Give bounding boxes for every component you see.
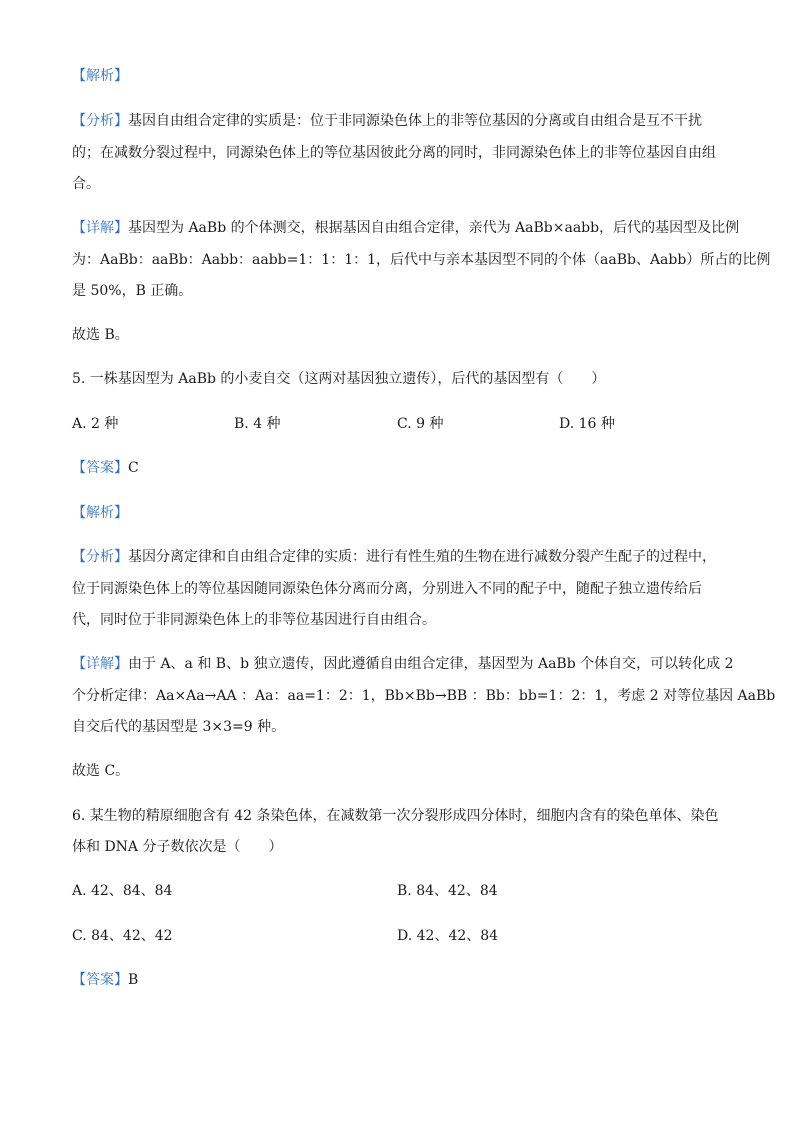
q5-xiangjie-line1 (72, 654, 733, 674)
q4-fenxi-line2: 的；在减数分裂过程中，同源染色体上的等位基因彼此分离的同时，非同源染色体上的非等位基因自由组 (72, 145, 716, 161)
q4-conclusion: 故选 B。 (72, 327, 129, 343)
body-text: 基因分离定律和自由组合定律的实质：进行有性生殖的生物在进行减数分裂产生配子的过程中， (128, 549, 716, 565)
q5-xiangjie-line3: 自交后代的基因型是 3×3=9 种。 (72, 719, 286, 735)
answer-value: C (128, 460, 139, 476)
q5-option-d: D. 16 种 (559, 416, 615, 432)
section-tag: 【详解】 (72, 220, 128, 236)
q5-answer (72, 458, 139, 478)
section-tag: 【答案】 (72, 972, 128, 988)
q6-answer (72, 970, 138, 990)
q5-option-b: B. 4 种 (234, 416, 281, 432)
q5-stem: 5. 一株基因型为 AaBb 的小麦自交（这两对基因独立遗传），后代的基因型有（ ） (72, 371, 606, 387)
q6-stem-line2: 体和 DNA 分子数依次是（ ） (72, 839, 283, 855)
q4-fenxi-line3: 合。 (72, 176, 100, 192)
body-text: 由于 A、a 和 B、b 独立遗传，因此遵循自由组合定律，基因型为 AaBb 个体自交，可以转化成 2 (128, 656, 734, 672)
q6-option-a: A. 42、84、84 (72, 883, 173, 899)
section-tag: 【解析】 (72, 68, 128, 84)
section-tag: 【解析】 (72, 505, 128, 521)
q6-option-d: D. 42、42、84 (397, 928, 499, 944)
q4-fenxi-line1 (72, 111, 702, 131)
section-tag: 【答案】 (72, 460, 128, 476)
q4-xiangjie-line1 (72, 218, 739, 238)
q5-fenxi-line1 (72, 547, 716, 567)
q6-option-b: B. 84、42、84 (397, 883, 498, 899)
body-text: 基因型为 AaBb 的个体测交，根据基因自由组合定律，亲代为 AaBb×aabb，后代的基因型及比例 (128, 220, 740, 236)
q5-xiangjie-line2: 个分析定律：Aa×Aa→AA ：Aa：aa=1：2：1，Bb×Bb→BB ：Bb：bb=1：2：1，考虑 2 对等位基因 AaBb (72, 688, 776, 704)
q4-xiangjie-line3: 是 50%，B 正确。 (72, 283, 193, 299)
q5-option-c: C. 9 种 (397, 416, 444, 432)
answer-value: B (128, 972, 139, 988)
q6-option-c: C. 84、42、42 (72, 928, 173, 944)
q5-fenxi-line2: 位于同源染色体上的等位基因随同源染色体分离而分离，分别进入不同的配子中，随配子独立遗传给后 (72, 581, 702, 597)
section-tag: 【详解】 (72, 656, 128, 672)
q5-option-a: A. 2 种 (72, 416, 119, 432)
q6-stem-line1: 6. 某生物的精原细胞含有 42 条染色体，在减数第一次分裂形成四分体时，细胞内含有的染色单体、染色 (72, 808, 719, 824)
q5-fenxi-line3: 代，同时位于非同源染色体上的非等位基因进行自由组合。 (72, 612, 436, 628)
q4-xiangjie-line2: 为：AaBb：aaBb：Aabb：aabb=1：1：1：1，后代中与亲本基因型不同的个体（aaBb、Aabb）所占的比例 (72, 252, 771, 268)
section-tag: 【分析】 (72, 549, 128, 565)
q5-jiexi-heading (72, 503, 128, 523)
q5-conclusion: 故选 C。 (72, 763, 130, 779)
q4-jiexi-heading (72, 66, 128, 86)
body-text: 基因自由组合定律的实质是：位于非同源染色体上的非等位基因的分离或自由组合是互不干扰 (128, 113, 702, 129)
section-tag: 【分析】 (72, 113, 128, 129)
